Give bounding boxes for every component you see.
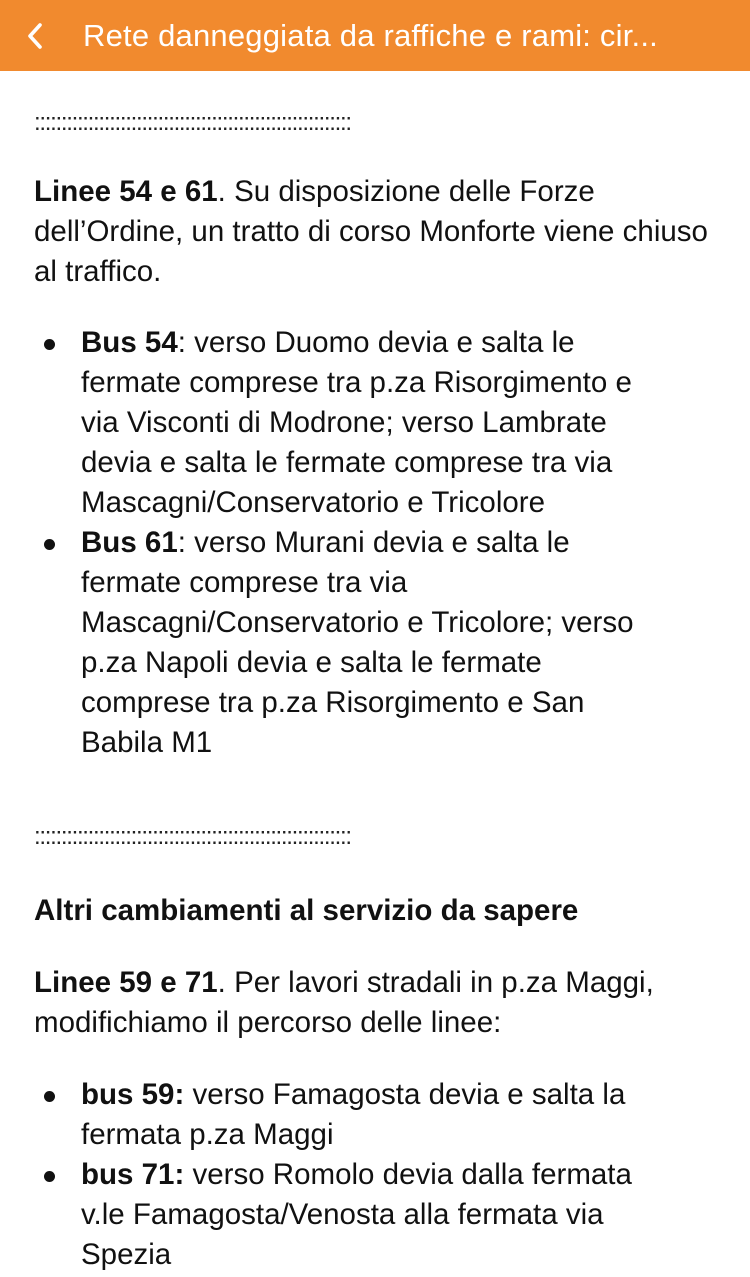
list-item-label: bus 71: [81,1158,185,1191]
section1-intro [34,172,734,292]
separator-top: ::::::::::::::::::::::::::::::::::::::::::::::::::::::::::: [34,109,351,136]
separator-middle: ::::::::::::::::::::::::::::::::::::::::::::::::::::::::::: [34,823,351,850]
list-item-text: verso Romolo devia dalla fermata v.le Famagosta/Venosta alla fermata via Spezia [81,1158,632,1271]
section1-intro-bold: Linee 54 e 61 [34,175,218,208]
section2-list [0,1075,750,1275]
section2-intro-bold: Linee 59 e 71 [34,966,218,999]
bullet-icon [44,339,55,350]
bullet-icon [44,1171,55,1182]
section2-intro [34,963,734,1043]
list-item-bus-59 [0,1075,671,1155]
list-item-text: verso Famagosta devia e salta la fermata p.za Maggi [81,1078,626,1151]
back-button[interactable] [0,0,70,71]
section2-intro-text: . Per lavori stradali in p.za Maggi, modifichiamo il percorso delle linee: [34,966,654,1039]
list-item-label: bus 59: [81,1078,185,1111]
article-content [0,71,750,1277]
list-item-bus-54 [0,323,671,523]
bullet-icon [44,539,55,550]
section1-list [0,323,750,763]
nav-bar [0,0,750,71]
page-title: Rete danneggiata da raffiche e rami: cir... [83,17,658,53]
list-item-bus-61 [0,523,671,763]
list-item-text: : verso Murani devia e salta le fermate comprese tra via Mascagni/Conservatorio e Tricolore; verso p.za Napoli devia e salta le fermate comprese tra p.za Risorgimento e San Babila M1 [81,526,634,759]
bullet-icon [44,1091,55,1102]
list-item-label: Bus 54 [81,326,178,359]
list-item-bus-71 [0,1155,671,1275]
list-item-text: : verso Duomo devia e salta le fermate comprese tra p.za Risorgimento e via Visconti di Modrone; verso Lambrate devia e salta le fermate comprese tra via Mascagni/Conservatorio e Tricolore [81,326,632,519]
section2-heading: Altri cambiamenti al servizio da sapere [34,894,579,927]
chevron-left-icon [26,22,44,50]
section1-intro-text: . Su disposizione delle Forze dell’Ordine, un tratto di corso Monforte viene chiuso al traffico. [34,175,708,288]
list-item-label: Bus 61 [81,526,178,559]
